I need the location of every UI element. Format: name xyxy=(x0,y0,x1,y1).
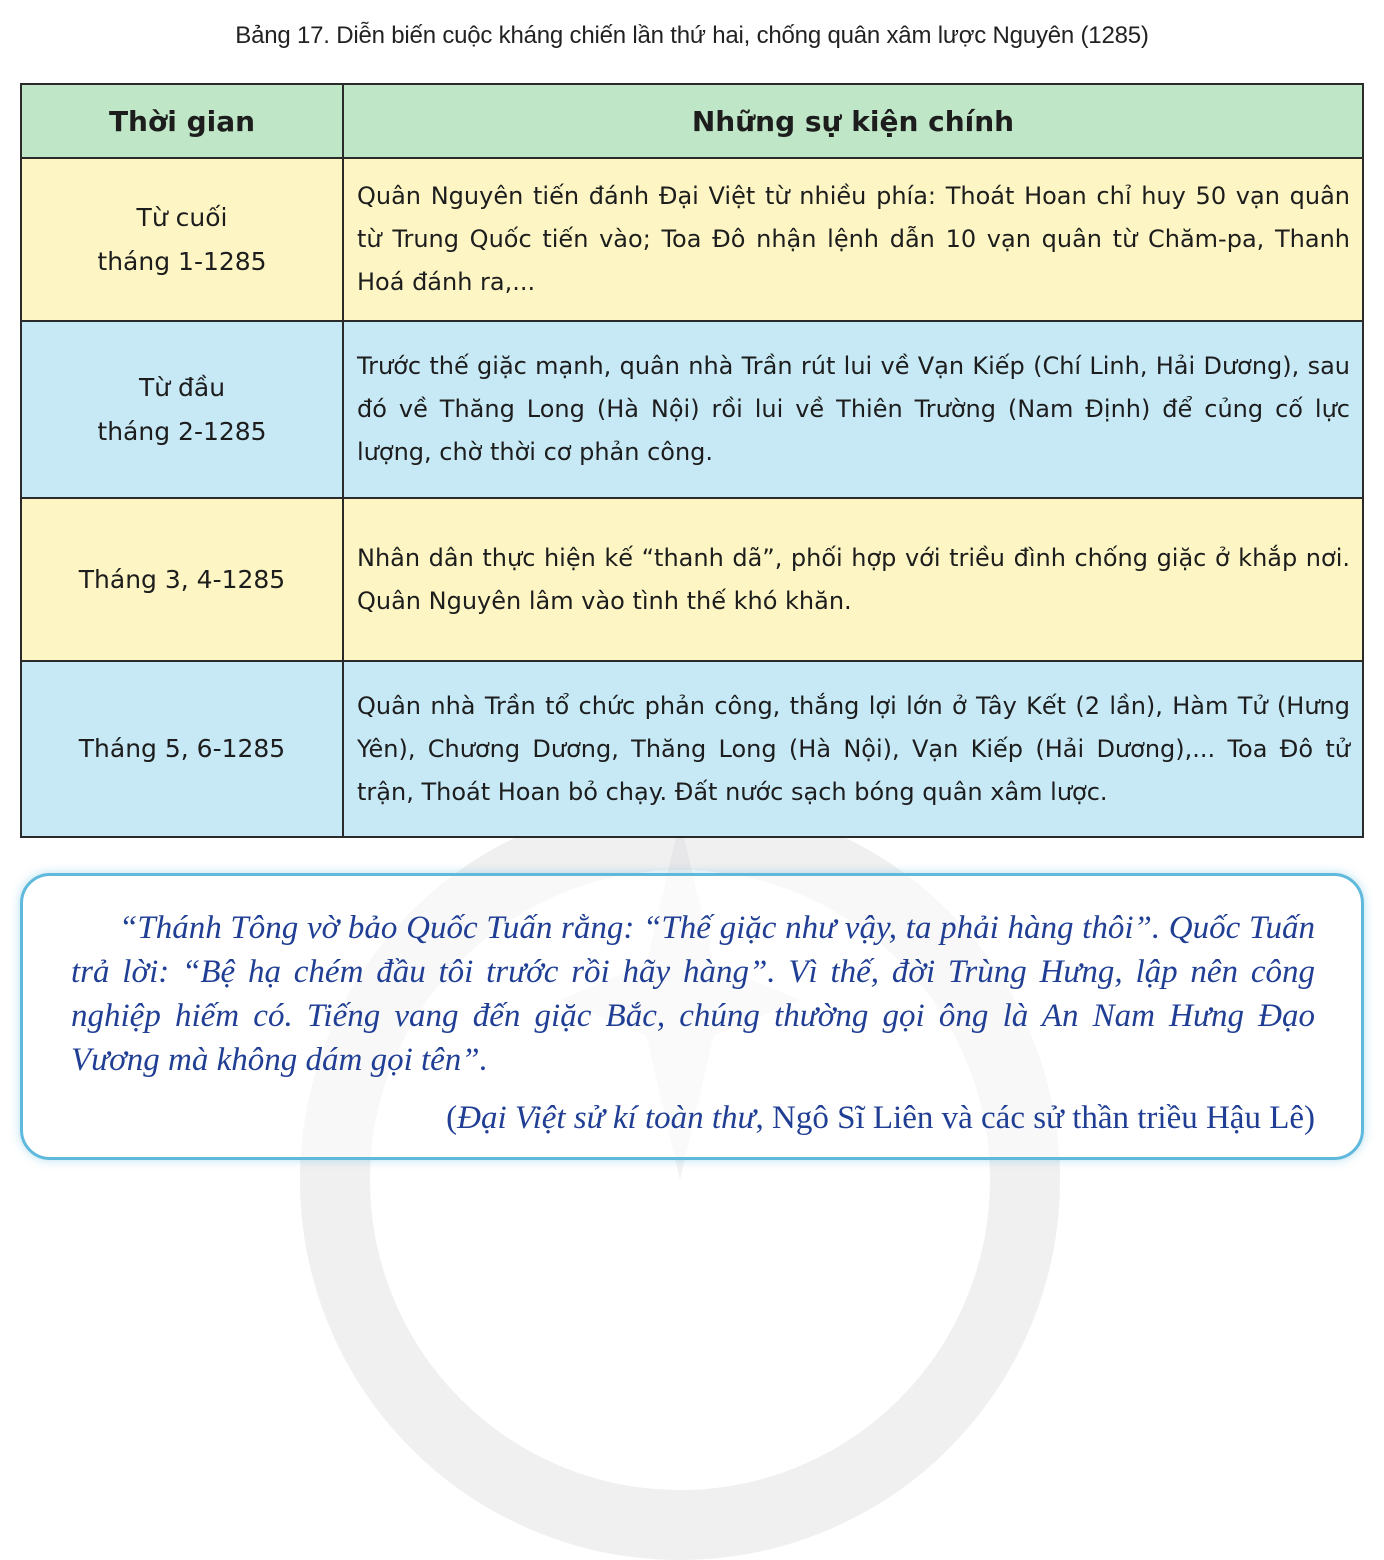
table-caption: Bảng 17. Diễn biến cuộc kháng chiến lần thứ hai, chống quân xâm lược Nguyên (1285) xyxy=(235,22,1149,49)
event-cell: Nhân dân thực hiện kế “thanh dã”, phối hợp với triều đình chống giặc ở khắp nơi. Quân Nguyên lâm vào tình thế khó khăn. xyxy=(343,498,1363,661)
time-cell xyxy=(21,321,343,498)
event-cell: Quân nhà Trần tổ chức phản công, thắng lợi lớn ở Tây Kết (2 lần), Hàm Tử (Hưng Yên), Chương Dương, Thăng Long (Hà Nội), Vạn Kiếp (Hải Dương),... Toa Đô tử trận, Thoát Hoan bỏ chạy. Đất nước sạch bóng quân xâm lược. xyxy=(343,661,1363,837)
time-cell: Tháng 5, 6-1285 xyxy=(21,661,343,837)
source-title: Đại Việt sử kí toàn thư xyxy=(457,1100,756,1136)
table-row xyxy=(21,661,1363,837)
quote-box xyxy=(20,873,1364,1160)
source-open-paren: ( xyxy=(446,1100,458,1136)
time-line: tháng 2-1285 xyxy=(97,416,267,446)
quote-text: “Thánh Tông vờ bảo Quốc Tuấn rằng: “Thế giặc như vậy, ta phải hàng thôi”. Quốc Tuấn trả lời: “Bệ hạ chém đầu tôi trước rồi hãy hàng”. Vì thế, đời Trùng Hưng, lập nên công nghiệp hiếm có. Tiếng vang đến giặc Bắc, chúng thường gọi ông là An Nam Hưng Đạo Vương mà không dám gọi tên”. xyxy=(71,910,1315,1078)
time-line: Từ cuối xyxy=(136,202,228,232)
events-table xyxy=(20,83,1364,838)
time-line: tháng 1-1285 xyxy=(97,246,267,276)
event-cell: Trước thế giặc mạnh, quân nhà Trần rút lui về Vạn Kiếp (Chí Linh, Hải Dương), sau đó về Thăng Long (Hà Nội) rồi lui về Thiên Trường (Nam Định) để củng cố lực lượng, chờ thời cơ phản công. xyxy=(343,321,1363,498)
time-cell: Tháng 3, 4-1285 xyxy=(21,498,343,661)
table-header-row xyxy=(21,84,1363,158)
table-row xyxy=(21,321,1363,498)
quote-source xyxy=(71,1096,1315,1140)
header-time: Thời gian xyxy=(21,84,343,158)
header-events: Những sự kiện chính xyxy=(343,84,1363,158)
time-cell xyxy=(21,158,343,321)
time-line: Từ đầu xyxy=(138,372,226,402)
table-row xyxy=(21,498,1363,661)
event-cell: Quân Nguyên tiến đánh Đại Việt từ nhiều phía: Thoát Hoan chỉ huy 50 vạn quân từ Trung Quốc tiến vào; Toa Đô nhận lệnh dẫn 10 vạn quân từ Chăm-pa, Thanh Hoá đánh ra,... xyxy=(343,158,1363,321)
table-row xyxy=(21,158,1363,321)
source-authors: , Ngô Sĩ Liên và các sử thần triều Hậu Lê) xyxy=(755,1100,1315,1136)
